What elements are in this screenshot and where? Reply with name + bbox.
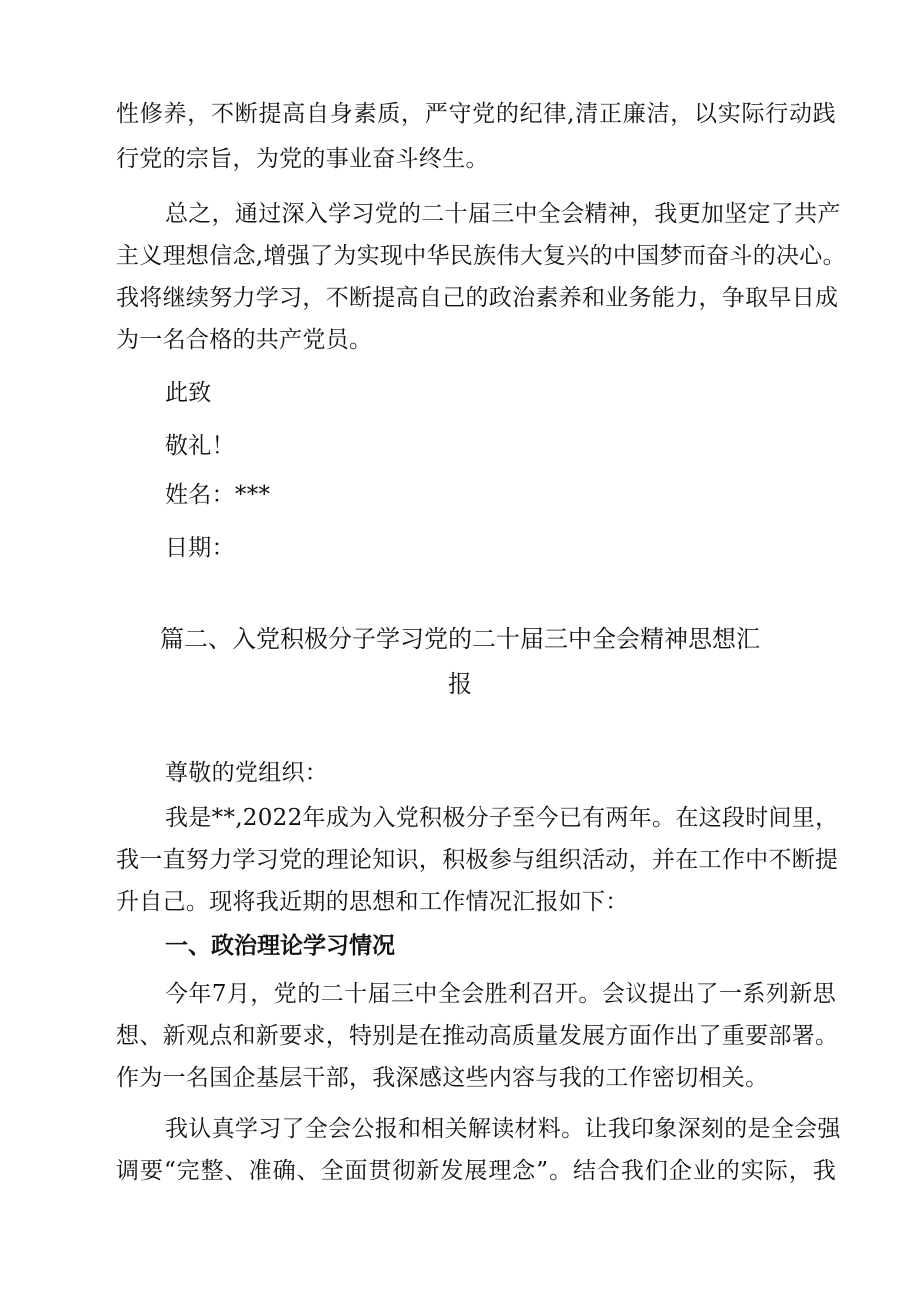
text-line: 为一名合格的共产党员。 (116, 327, 373, 353)
article-title: 篇二、入党积极分子学习党的二十届三中全会精神思想汇 (160, 625, 760, 653)
text-line: 调要“完整、准确、全面贯彻新发展理念”。结合我们企业的实际，我 (116, 1158, 836, 1184)
text-line: 总之，通过深入学习党的二十届三中全会精神，我更加坚定了共产 (165, 201, 841, 227)
closing-ci-zhi: 此致 (165, 380, 212, 406)
text-line: 想、新观点和新要求，特别是在推动高质量发展方面作出了重要部署。 (116, 1023, 839, 1049)
section-heading: 一、政治理论学习情况 (165, 933, 395, 959)
text-line: 今年7月，党的二十届三中全会胜利召开。会议提出了一系列新思 (165, 981, 836, 1007)
article-title-continued: 报 (448, 670, 472, 698)
text-line: 我认真学习了全会公报和相关解读材料。让我印象深刻的是全会强 (165, 1116, 841, 1142)
text-line: 我一直努力学习党的理论知识，积极参与组织活动，并在工作中不断提 (116, 847, 839, 873)
text-line: 性修养，不断提高自身素质，严守党的纪律,清正廉洁，以实际行动践 (116, 101, 836, 127)
salutation: 尊敬的党组织： (165, 760, 329, 786)
text-line: 行党的宗旨，为党的事业奋斗终生。 (116, 146, 489, 172)
text-line: 作为一名国企基层干部，我深感这些内容与我的工作密切相关。 (116, 1065, 769, 1091)
text-line: 升自己。现将我近期的思想和工作情况汇报如下： (116, 889, 629, 915)
text-line: 主义理想信念,增强了为实现中华民族伟大复兴的中国梦而奋斗的决心。 (116, 243, 846, 269)
signature-name: 姓名：*** (165, 482, 271, 508)
closing-jing-li: 敬礼！ (165, 433, 235, 459)
text-line: 我是**,2022年成为入党积极分子至今已有两年。在这段时间里， (165, 805, 839, 831)
text-line: 我将继续努力学习，不断提高自己的政治素养和业务能力，争取早日成 (116, 285, 839, 311)
signature-date: 日期： (165, 535, 235, 561)
